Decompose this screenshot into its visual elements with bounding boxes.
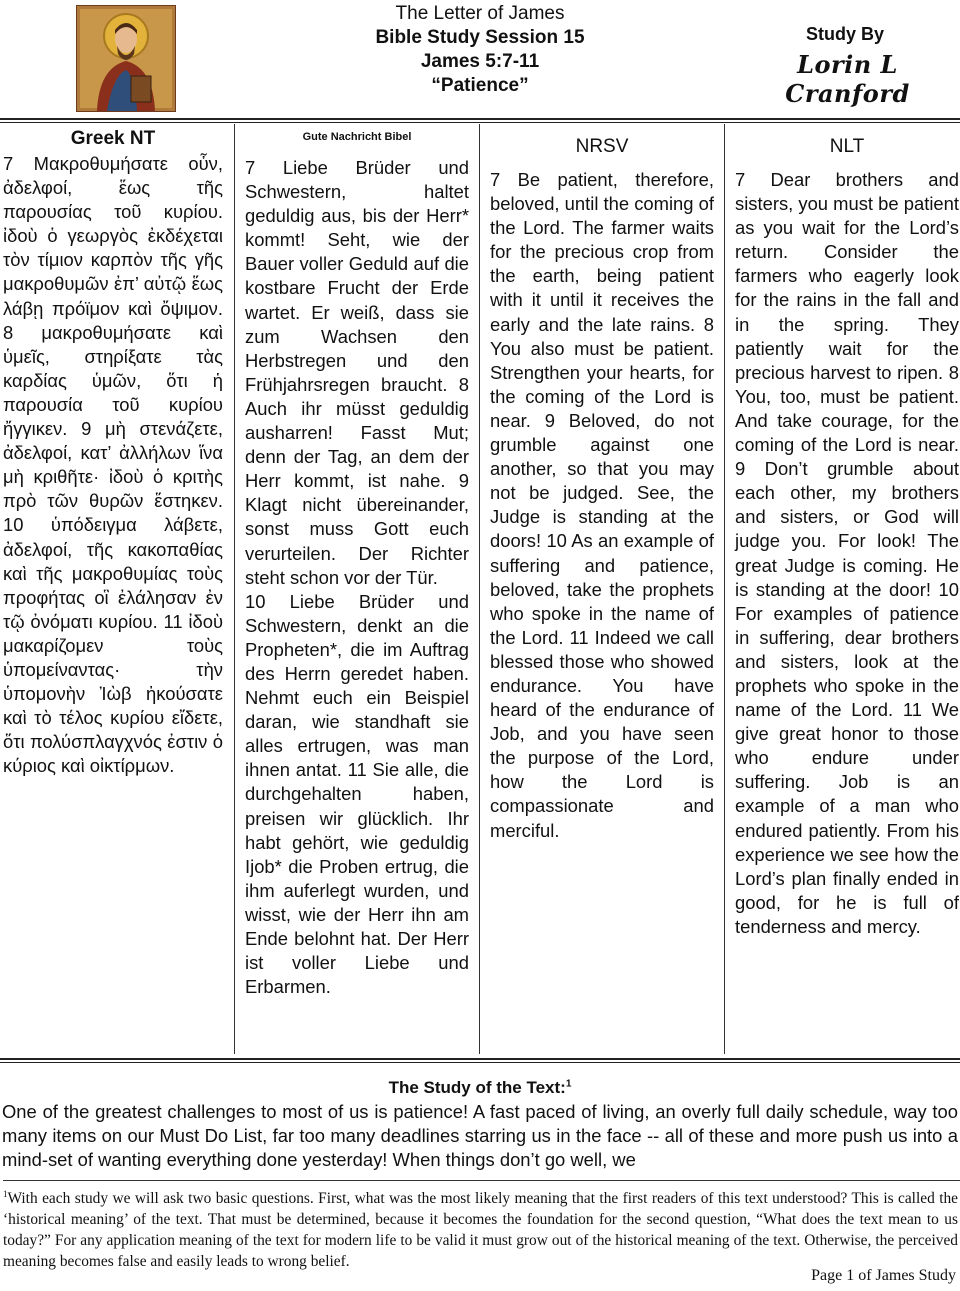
letter-title: The Letter of James: [395, 3, 565, 24]
greek-text: 7 Μακροθυμήσατε οὖν, ἀδελφοί, ἕως τῆς παρουσίας τοῦ κυρίου. ἰδοὺ ὁ γεωργὸς ἐκδέχεται τὸν τίμιον καρπὸν τῆς γῆς μακροθυμῶν ἐπ’ αὐτῷ ἕως λάβῃ πρόϊμον καὶ ὄψιμον. 8 μακροθυμήσατε καὶ ὑμεῖς, στηρίξατε τὰς καρδίας ὑμῶν, ὅτι ἡ παρουσία τοῦ κυρίου ἤγγικεν. 9 μὴ στενάζετε, ἀδελφοί, κατ’ ἀλλήλων ἵνα μὴ κριθῆτε· ἰδοὺ ὁ κριτὴς πρὸ τῶν θυρῶν ἕστηκεν. 10 ὑπόδειγμα λάβετε, ἀδελφοί, τῆς κακοπαθίας καὶ τῆς μακροθυμίας τοὺς προφήτας οἳ ἐλάλησαν ἐν τῷ ὀνόματι κυρίου. 11 ἰδοὺ μακαρίζομεν τοὺς ὑπομείναντας· τὴν ὑπομονὴν Ἰὼβ ἠκούσατε καὶ τὸ τέλος κυρίου εἴδετε, ὅτι πολύσπλαγχνός ἐστιν ὁ κύριος καὶ οἰκτίρμων.: [3, 153, 223, 777]
study-body-text: One of the greatest challenges to most of us is patience! A fast paced of living, an overly full daily schedule, way too many items on our Must Do List, far too many deadlines starring us in the face -- all of these and more push us into a mind-set of wanting everything done yesterday! When things don’t go well, we: [2, 1101, 958, 1170]
study-by-label: Study By: [805, 24, 884, 44]
column-divider: [479, 124, 480, 1054]
nrsv-heading: NRSV: [575, 136, 629, 157]
footnote-ref: 1: [565, 1078, 572, 1090]
saint-james-icon: [76, 5, 176, 112]
column-divider: [234, 124, 235, 1054]
header-divider: [0, 118, 960, 123]
column-divider: [724, 124, 725, 1054]
footnote-marker: 1: [3, 1189, 8, 1199]
nlt-column: [735, 124, 959, 939]
footnote-divider: [3, 1180, 960, 1181]
nrsv-column: [490, 124, 714, 843]
author-signature: Lorin L Cranford: [785, 50, 910, 108]
nlt-heading: NLT: [829, 136, 865, 157]
study-heading: [0, 1078, 960, 1098]
greek-column: [3, 124, 223, 778]
german-heading: Gute Nachricht Bibel: [302, 131, 412, 143]
session-title: Bible Study Session 15: [375, 27, 585, 48]
section-divider: [0, 1058, 960, 1063]
page-number: Page 1 of James Study: [811, 1267, 956, 1284]
german-column: [245, 124, 469, 999]
nlt-text: 7 Dear brothers and sisters, you must be patient as you wait for the Lord’s return. Consider the farmers who eagerly look for the rains in the fall and in the spring. They patiently wait for the precious harvest to ripen. 8 You, too, must be patient. And take courage, for the coming of the Lord is near. 9 Don’t grumble about each other, my brothers and sisters, or God will judge you. For look! The great Judge is coming. He is standing at the door! 10 For examples of patience in suffering, dear brothers and sisters, look at the prophets who spoke in the name of the Lord. 11 We give great honor to those who endure under suffering. Job is an example of a man who endured patiently. From his experience we see how the Lord’s plan finally ended in good, for he is full of tenderness and mercy.: [735, 169, 959, 937]
session-title-block: [330, 2, 630, 98]
greek-heading: Greek NT: [70, 128, 156, 149]
german-text: 7 Liebe Brüder und Schwestern, haltet geduldig aus, bis der Herr* kommt! Seht, wie der Bauer voller Geduld auf die kostbare Frucht der Erde wartet. Er weiß, dass sie zum Wachsen den Herbstregen und den Frühjahrsregen braucht. 8 Auch ihr müsst geduldig ausharren! Fasst Mut; denn der Tag, an dem der Herr kommt, ist nahe. 9 Klagt nicht übereinander, sonst muss Gott euch verurteilen. Der Richter steht schon vor der Tür. 10 Liebe Brüder und Schwestern, denkt an die Propheten*, die im Auftrag des Herrn geredet haben. Nehmt euch ein Beispiel daran, wie standhaft sie alles ertrugen, was man ihnen antat. 11 Sie alle, die durchgehalten haben, preisen wir glücklich. Ihr habt gehört, wie geduldig Ijob* die Proben ertrug, die ihm auferlegt wurden, und wisst, wie der Herr ihn am Ende belohnt hat. Der Herr ist voller Liebe und Erbarmen.: [245, 157, 469, 998]
icon-painting: [77, 6, 175, 111]
scripture-reference: James 5:7-11: [420, 51, 540, 72]
study-heading-text: The Study of the Text:: [388, 1078, 566, 1097]
nrsv-text: 7 Be patient, therefore, beloved, until the coming of the Lord. The farmer waits for the precious crop from the earth, being patient with it until it receives the early and the late rains. 8 You also must be patient. Strengthen your hearts, for the coming of the Lord is near. 9 Beloved, do not grumble against one another, so that you may not be judged. See, the Judge is standing at the doors! 10 As an example of suffering and patience, beloved, take the prophets who spoke in the name of the Lord. 11 Indeed we call blessed those who showed endurance. You have heard of the endurance of Job, and you have seen the purpose of the Lord, how the Lord is compassionate and merciful.: [490, 169, 714, 841]
footnote: [3, 1184, 958, 1272]
session-theme: “Patience”: [431, 75, 529, 96]
footnote-text: With each study we will ask two basic questions. First, what was the most likely meaning that the first readers of this text understood? This is called the ‘historical meaning’ of the text. That must be determined, because it becomes the foundation for the second question, “What does the text mean to us today?” For any application meaning of the text for modern life to be valid it must grow out of the historical meaning of the text. Otherwise, the perceived meaning becomes false and easily leads to wrong belief.: [3, 1190, 958, 1271]
